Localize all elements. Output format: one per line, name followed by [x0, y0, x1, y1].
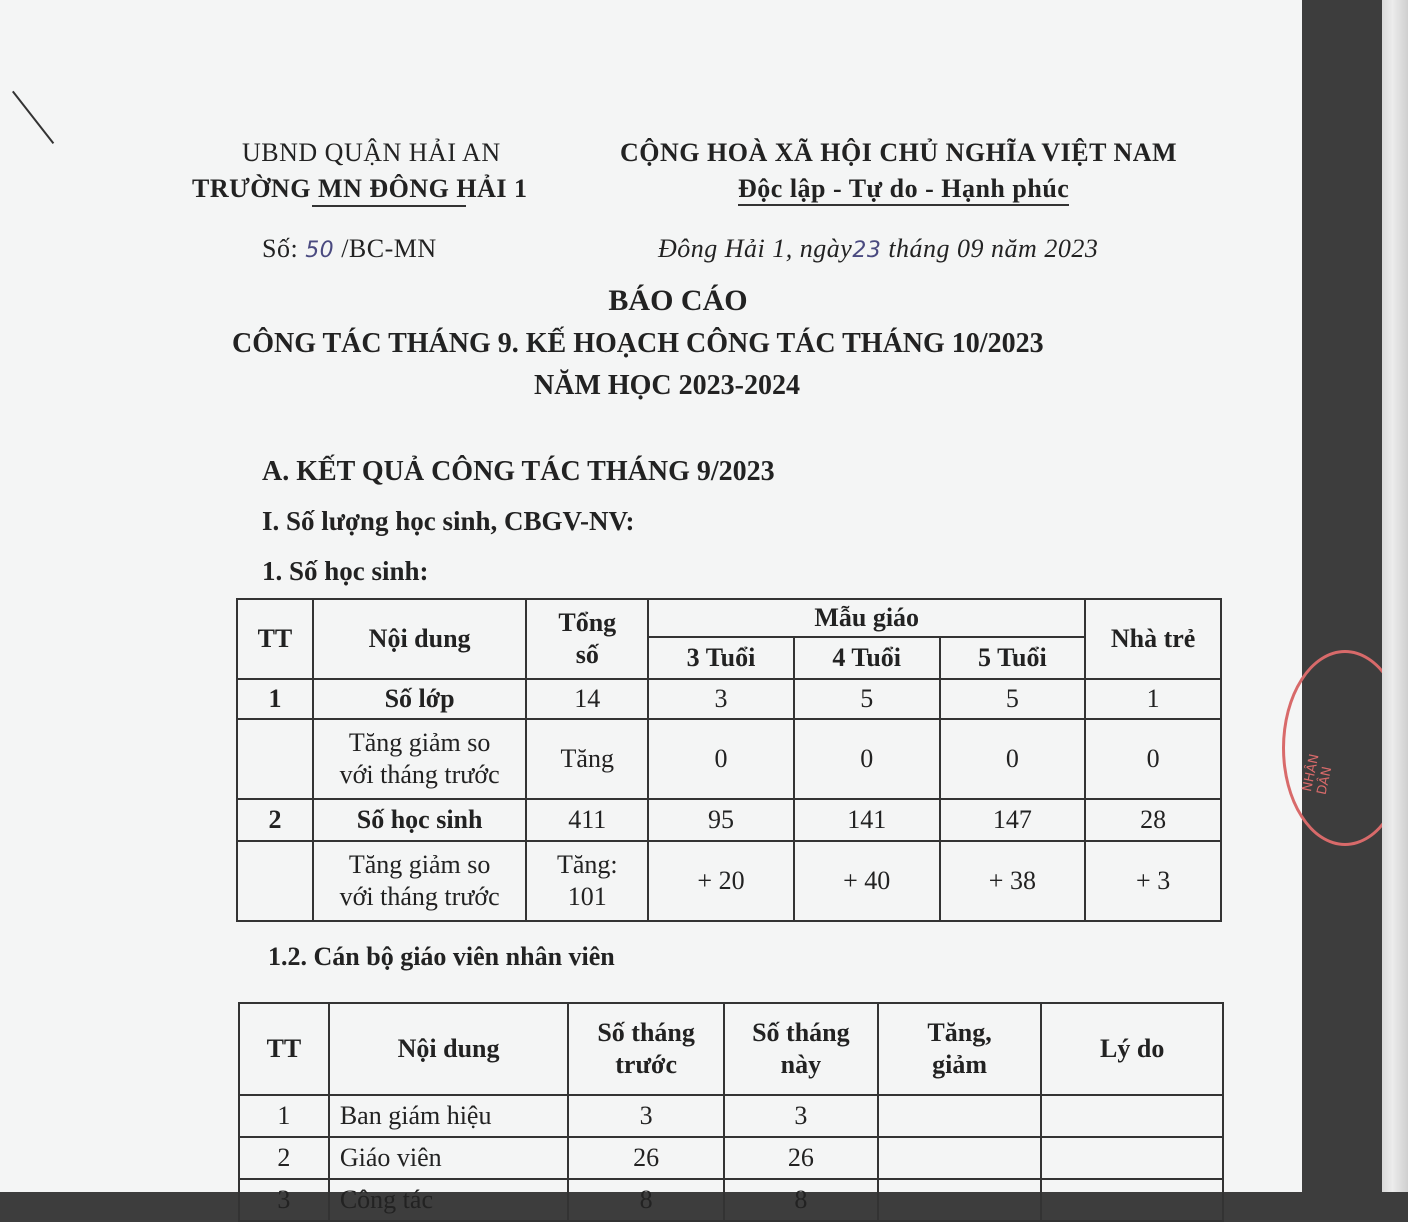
cell-tt: 3 — [239, 1179, 329, 1221]
cell-content — [313, 719, 526, 799]
col-header-prev-line1: Số tháng — [597, 1017, 695, 1047]
page-edge — [1382, 0, 1408, 1192]
col-header-kindergarten: Mẫu giáo — [648, 599, 1085, 637]
header-motto — [738, 174, 1069, 204]
cell-age4: 0 — [794, 719, 940, 799]
table-row — [237, 799, 1221, 841]
place-date-suffix: tháng 09 năm 2023 — [888, 234, 1099, 263]
table-row — [239, 1095, 1223, 1137]
col-header-tt: TT — [237, 599, 313, 679]
cell-age4: 141 — [794, 799, 940, 841]
cell-nursery: 28 — [1085, 799, 1221, 841]
number-prefix: Số: — [262, 234, 299, 263]
header-school: TRƯỜNG MN ĐÔNG HẢI 1 — [192, 174, 528, 203]
header-district: UBND QUẬN HẢI AN — [242, 138, 501, 167]
col-header-content: Nội dung — [313, 599, 526, 679]
cell-content: Số lớp — [313, 679, 526, 719]
date-handwritten: 23 — [852, 238, 882, 263]
staff-table — [238, 1002, 1224, 1222]
cell-content: Số học sinh — [313, 799, 526, 841]
cell-age3: + 20 — [648, 841, 794, 921]
cell-prev: 3 — [568, 1095, 724, 1137]
number-handwritten: 50 — [305, 238, 335, 263]
table-row — [237, 841, 1221, 921]
col-header-nursery: Nhà trẻ — [1085, 599, 1221, 679]
cell-nursery: 1 — [1085, 679, 1221, 719]
cell-age5: 147 — [940, 799, 1086, 841]
cell-curr: 3 — [724, 1095, 878, 1137]
table-row — [239, 1179, 1223, 1221]
col-header-this-month — [724, 1003, 878, 1095]
cell-age5: 0 — [940, 719, 1086, 799]
col-header-total — [526, 599, 648, 679]
cell-age4: + 40 — [794, 841, 940, 921]
cell-content-line1: Tăng giảm so — [348, 727, 491, 757]
cell-total: 411 — [526, 799, 648, 841]
school-year: NĂM HỌC 2023-2024 — [534, 370, 800, 401]
cell-tt: 2 — [237, 799, 313, 841]
cell-curr: 26 — [724, 1137, 878, 1179]
cell-age5: 5 — [940, 679, 1086, 719]
table-row — [237, 679, 1221, 719]
cell-nursery: 0 — [1085, 719, 1221, 799]
cell-content: Ban giám hiệu — [329, 1095, 568, 1137]
place-date-prefix: Đông Hải 1, ngày — [658, 234, 853, 263]
report-title: BÁO CÁO — [608, 284, 748, 317]
cell-age3: 3 — [648, 679, 794, 719]
document-number — [262, 234, 437, 264]
cell-content: Giáo viên — [329, 1137, 568, 1179]
header-country: CỘNG HOÀ XÃ HỘI CHỦ NGHĨA VIỆT NAM — [620, 138, 1178, 167]
col-header-change — [878, 1003, 1042, 1095]
cell-change — [878, 1095, 1042, 1137]
col-header-this-line2: này — [780, 1050, 822, 1079]
cell-tt: 2 — [239, 1137, 329, 1179]
col-header-reason: Lý do — [1041, 1003, 1223, 1095]
col-header-age4: 4 Tuổi — [794, 637, 940, 679]
col-header-total-line2: số — [575, 640, 599, 669]
cell-tt: 1 — [239, 1095, 329, 1137]
cell-prev: 26 — [568, 1137, 724, 1179]
section-a-heading: A. KẾT QUẢ CÔNG TÁC THÁNG 9/2023 — [262, 456, 775, 487]
cell-tt — [237, 841, 313, 921]
cell-content-line2: với tháng trước — [339, 882, 500, 911]
cell-age5: + 38 — [940, 841, 1086, 921]
cell-reason — [1041, 1179, 1223, 1221]
table-row — [237, 719, 1221, 799]
col-header-tt: TT — [239, 1003, 329, 1095]
table-row — [239, 1137, 1223, 1179]
report-subtitle: CÔNG TÁC THÁNG 9. KẾ HOẠCH CÔNG TÁC THÁNG 10/2023 — [232, 328, 1044, 359]
cell-content — [313, 841, 526, 921]
pen-mark — [12, 91, 54, 144]
cell-content-line2: với tháng trước — [339, 760, 500, 789]
section-1-heading: 1. Số học sinh: — [262, 556, 429, 586]
stamp-text: NHÂN DÂN — [1300, 752, 1336, 797]
cell-curr: 8 — [724, 1179, 878, 1221]
section-1-2-heading: 1.2. Cán bộ giáo viên nhân viên — [268, 942, 615, 971]
col-header-total-line1: Tổng — [558, 607, 617, 637]
col-header-change-line2: giảm — [932, 1050, 988, 1079]
col-header-content: Nội dung — [329, 1003, 568, 1095]
cell-total: Tăng — [526, 719, 648, 799]
col-header-age3: 3 Tuổi — [648, 637, 794, 679]
col-header-age5: 5 Tuổi — [940, 637, 1086, 679]
cell-total — [526, 841, 648, 921]
cell-total: 14 — [526, 679, 648, 719]
number-suffix: /BC-MN — [341, 234, 437, 263]
col-header-prev-month — [568, 1003, 724, 1095]
col-header-this-line1: Số tháng — [752, 1017, 850, 1047]
place-date — [658, 234, 1098, 264]
col-header-change-line1: Tăng, — [927, 1017, 992, 1047]
cell-reason — [1041, 1095, 1223, 1137]
cell-reason — [1041, 1137, 1223, 1179]
section-i-heading: I. Số lượng học sinh, CBGV-NV: — [262, 506, 635, 536]
cell-total-line1: Tăng: — [556, 849, 618, 879]
cell-total-line2: 101 — [567, 882, 607, 911]
header-school-underline — [312, 205, 466, 207]
cell-age3: 95 — [648, 799, 794, 841]
cell-tt — [237, 719, 313, 799]
cell-nursery: + 3 — [1085, 841, 1221, 921]
cell-change — [878, 1137, 1042, 1179]
cell-change — [878, 1179, 1042, 1221]
student-table — [236, 598, 1222, 922]
cell-age3: 0 — [648, 719, 794, 799]
cell-tt: 1 — [237, 679, 313, 719]
cell-prev: 8 — [568, 1179, 724, 1221]
cell-content: Công tác — [329, 1179, 568, 1221]
header-motto-text: Độc lập - Tự do - Hạnh phúc — [738, 174, 1069, 206]
cell-content-line1: Tăng giảm so — [348, 849, 491, 879]
col-header-prev-line2: trước — [615, 1050, 677, 1079]
cell-age4: 5 — [794, 679, 940, 719]
